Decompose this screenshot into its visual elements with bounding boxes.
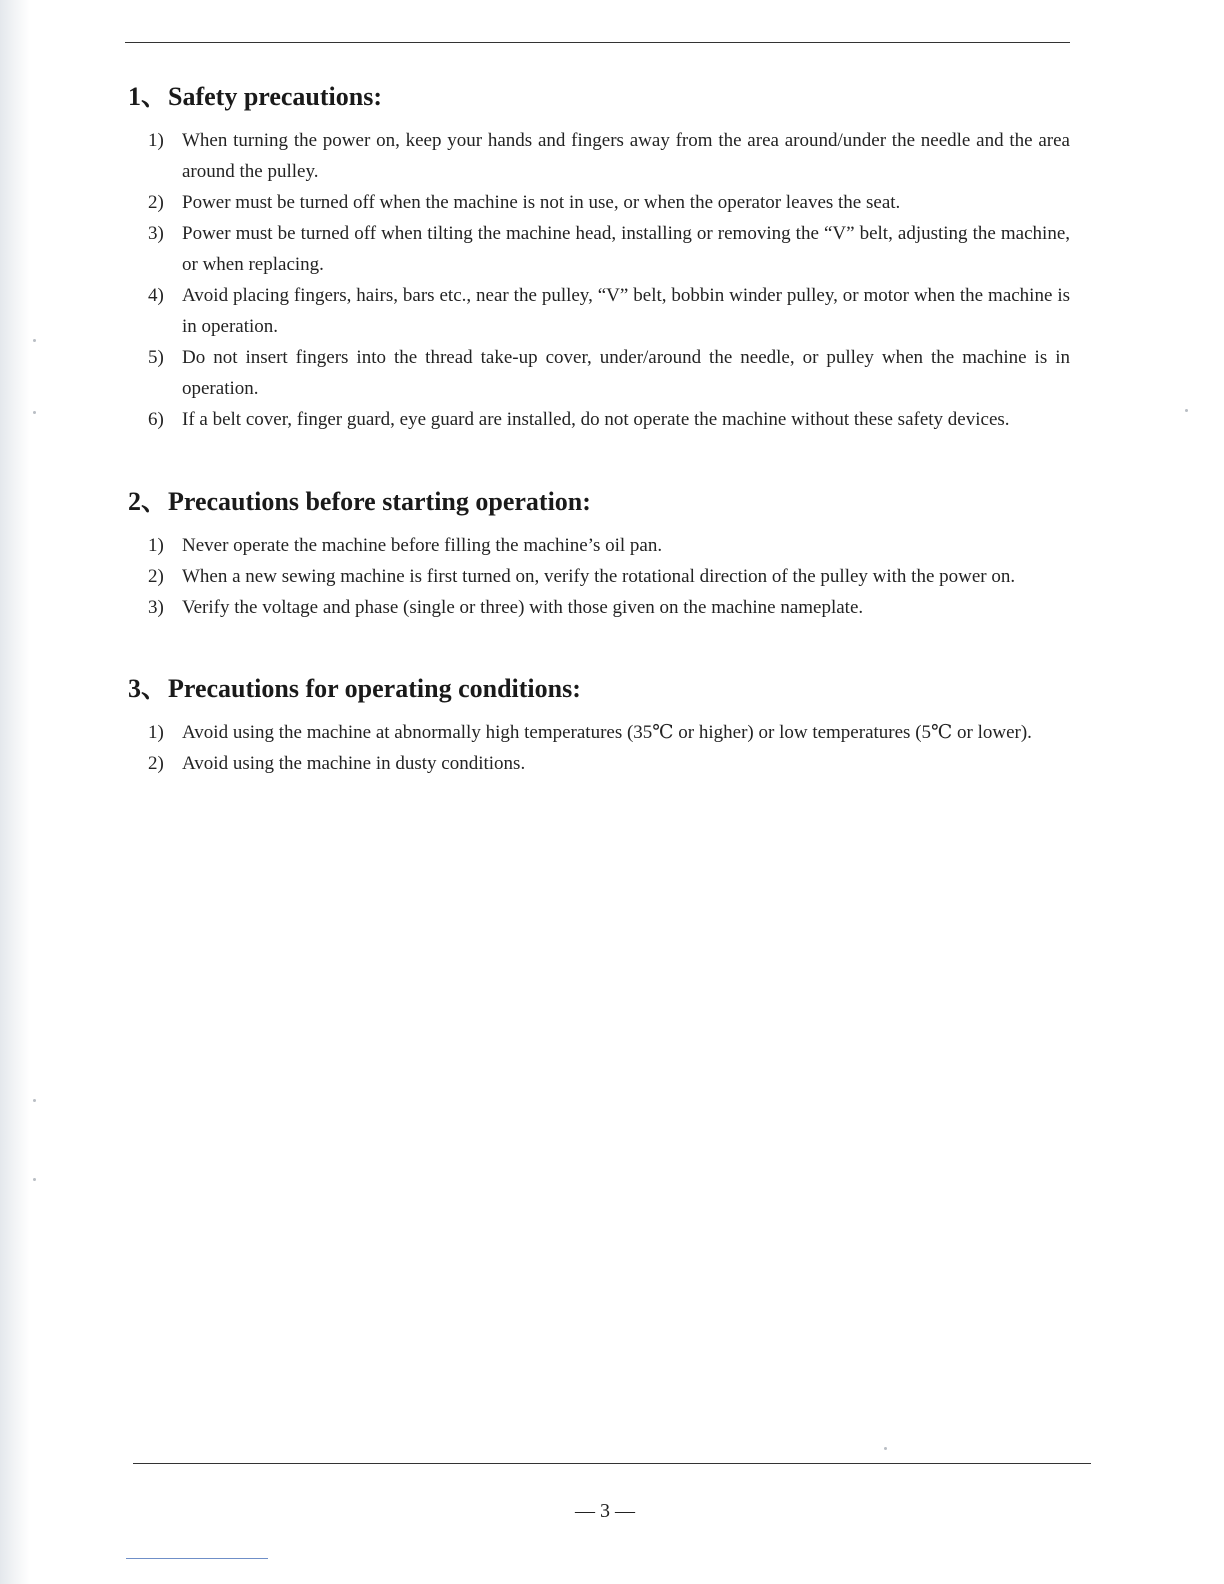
item-text: When a new sewing machine is first turned on, verify the rotational direction of the pulley with the power on.: [182, 566, 1016, 587]
item-number: 1): [148, 722, 164, 743]
section-title: Safety precautions:: [168, 82, 383, 111]
item-text: Avoid using the machine in dusty conditions.: [182, 753, 526, 774]
header-rule: [125, 42, 1070, 43]
list-item: [148, 592, 1070, 623]
scan-speck: [33, 411, 36, 414]
page-number: — 3 —: [575, 1500, 635, 1522]
before-operation-list: [148, 530, 1070, 623]
item-text: Avoid placing fingers, hairs, bars etc., near the pulley, “V” belt, bobbin winder pulley, or motor when the machine is in operation.: [182, 285, 1070, 337]
list-item: [148, 342, 1070, 404]
scan-speck: [33, 339, 36, 342]
list-item: [148, 125, 1070, 187]
item-number: 5): [148, 347, 164, 368]
item-text: Avoid using the machine at abnormally high temperatures (35℃ or higher) or low temperatures (5℃ or lower).: [182, 722, 1032, 743]
item-number: 6): [148, 409, 164, 430]
list-item: [148, 561, 1070, 592]
item-text: Verify the voltage and phase (single or three) with those given on the machine nameplate.: [182, 597, 864, 618]
list-item: [148, 218, 1070, 280]
item-text: If a belt cover, finger guard, eye guard are installed, do not operate the machine without these safety devices.: [182, 409, 1010, 430]
scan-speck: [33, 1178, 36, 1181]
item-text: Do not insert fingers into the thread take-up cover, under/around the needle, or pulley when the machine is in operation.: [182, 347, 1070, 399]
scan-shadow-edge: [0, 0, 30, 1584]
footer-rule: [133, 1463, 1091, 1464]
list-item: [148, 748, 1070, 779]
item-number: 2): [148, 566, 164, 587]
scan-speck: [33, 1099, 36, 1102]
item-number: 1): [148, 130, 164, 151]
section-heading-operating-conditions: [128, 668, 581, 705]
list-item: [148, 280, 1070, 342]
item-number: 4): [148, 285, 164, 306]
section-heading-before-operation: [128, 481, 591, 518]
scan-speck: [884, 1447, 887, 1450]
item-text: Power must be turned off when the machine is not in use, or when the operator leaves the seat.: [182, 192, 901, 213]
list-item: [148, 404, 1070, 435]
scan-speck: [1185, 409, 1188, 412]
footer-link-underline: [126, 1558, 268, 1559]
item-text: Power must be turned off when tilting the machine head, installing or removing the “V” belt, adjusting the machine, or when replacing.: [182, 223, 1070, 275]
item-number: 2): [148, 192, 164, 213]
item-number: 3): [148, 597, 164, 618]
section-title: Precautions for operating conditions:: [168, 674, 581, 703]
item-text: Never operate the machine before filling the machine’s oil pan.: [182, 535, 663, 556]
section-title: Precautions before starting operation:: [168, 487, 591, 516]
item-number: 3): [148, 223, 164, 244]
item-number: 1): [148, 535, 164, 556]
operating-conditions-list: [148, 717, 1070, 779]
section-number: 2、: [128, 487, 168, 516]
section-number: 1、: [128, 82, 168, 111]
item-text: When turning the power on, keep your hands and fingers away from the area around/under the needle and the area around the pulley.: [182, 130, 1070, 182]
section-heading-safety: [128, 76, 382, 113]
list-item: [148, 717, 1070, 748]
item-number: 2): [148, 753, 164, 774]
section-number: 3、: [128, 674, 168, 703]
list-item: [148, 187, 1070, 218]
list-item: [148, 530, 1070, 561]
safety-precautions-list: [148, 125, 1070, 435]
